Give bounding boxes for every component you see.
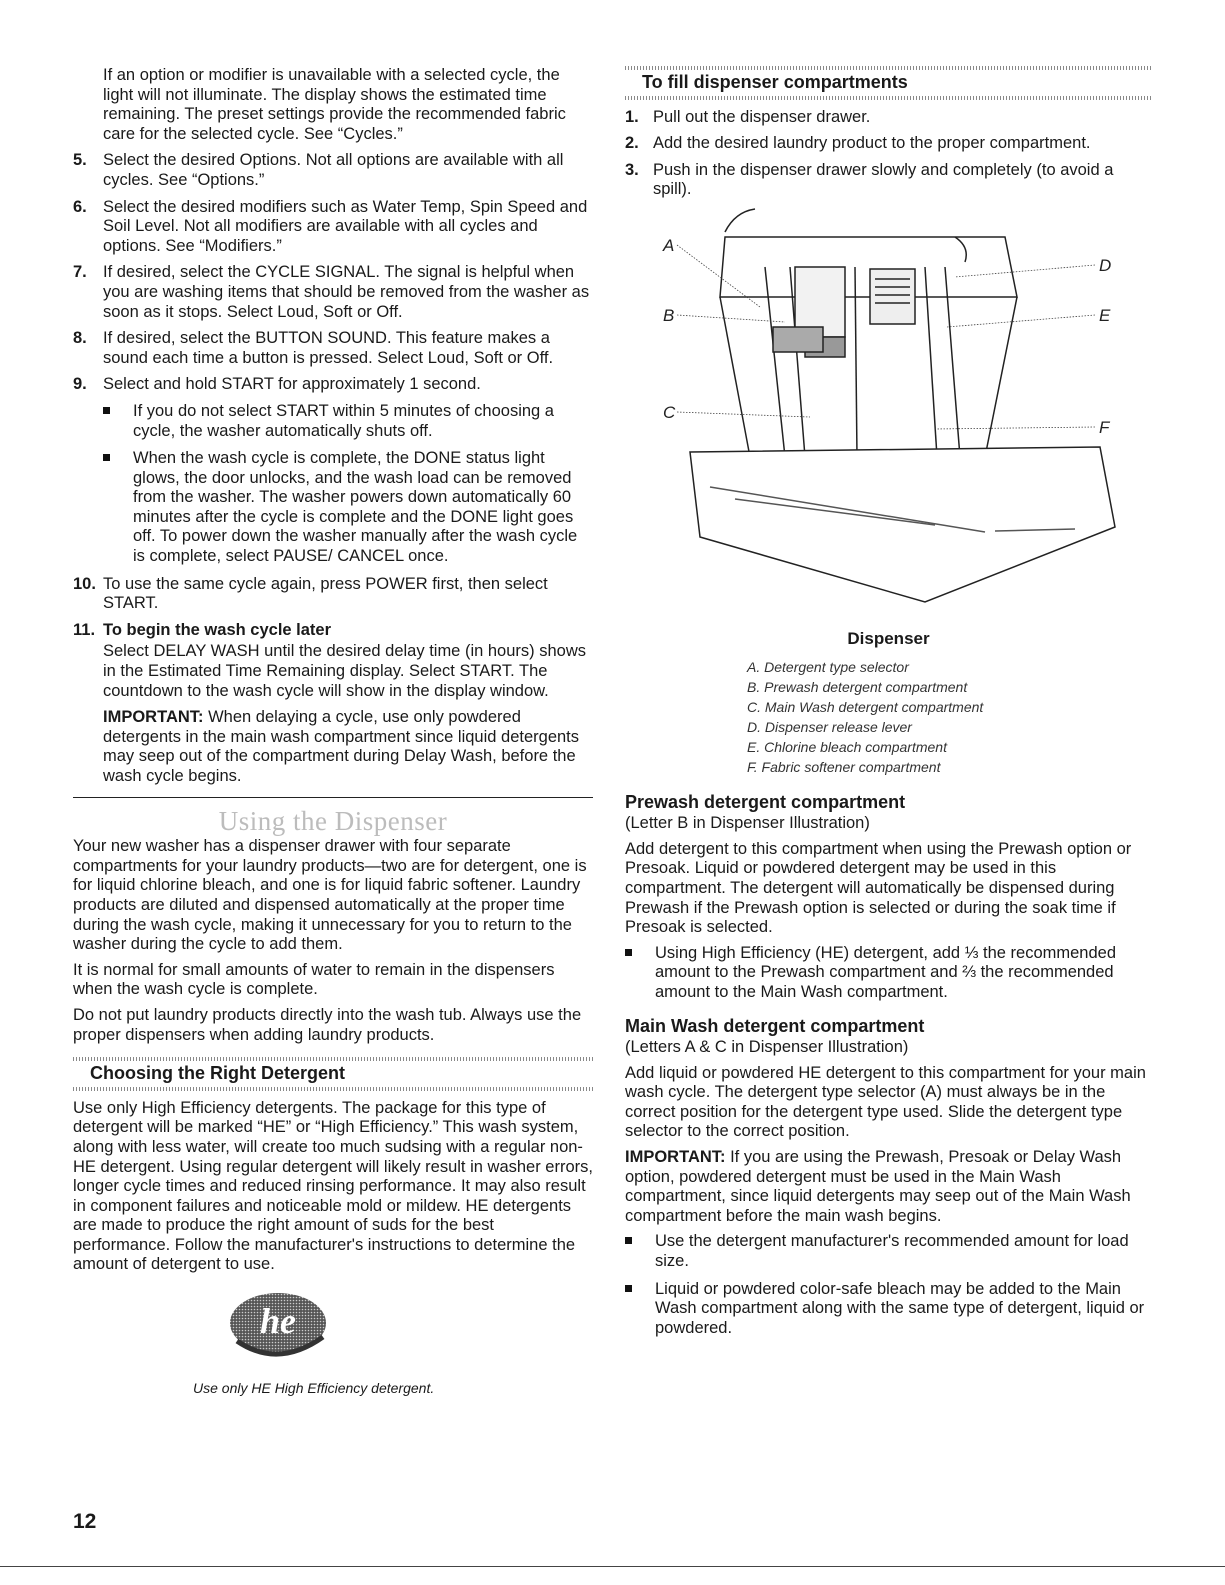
legend-item-d: D. Dispenser release lever: [747, 718, 912, 735]
fill-step-3: 3. Push in the dispenser drawer slowly and completely (to avoid a spill).: [625, 160, 1114, 199]
figure-label-d: D: [1099, 255, 1112, 275]
dispenser-paragraph-3: Do not put laundry products directly into the wash tub. Always use the proper dispensers when adding laundry products.: [73, 1005, 582, 1044]
step-11: 11. To begin the wash cycle later: [73, 620, 332, 639]
prewash-heading: Prewash detergent compartment: [625, 791, 906, 812]
leader-line-a: [677, 245, 760, 307]
fill-step-1: 1. Pull out the dispenser drawer.: [625, 107, 871, 126]
he-logo: [213, 1287, 343, 1373]
legend-item-f: F. Fabric softener compartment: [747, 758, 941, 775]
page-number: 12: [73, 1510, 97, 1533]
bullet-square-icon: [625, 1237, 632, 1244]
legend-item-c: C. Main Wash detergent compartment: [747, 698, 984, 715]
prewash-paragraph: Add detergent to this compartment when using the Prewash option or Presoak. Liquid or powdered detergent may be used in this compartment. The detergent will automatically be dispensed during Prewash if the Prewash option is selected or during the soak time if Presoak is selected.: [625, 839, 1132, 937]
detergent-heading-box: [73, 1057, 593, 1091]
important-main-wash-note: IMPORTANT: If you are using the Prewash, Presoak or Delay Wash option, powdered detergent must be used in the Main Wash compartment, since liquid detergents may seep out of the Main Wash compartment before the main wash begins.: [625, 1148, 1131, 1225]
heading-stripe-bottom: [73, 1087, 593, 1091]
dispenser-illustration: [625, 207, 1152, 627]
prewash-bullet: Using High Efficiency (HE) detergent, add ⅓ the recommended amount to the Prewash compartment and ⅔ the recommended amount to the Main Wash compartment.: [625, 944, 1152, 1003]
legend-item-b: B. Prewash detergent compartment: [747, 678, 968, 695]
main-wash-subheading: (Letters A & C in Dispenser Illustration): [625, 1038, 909, 1057]
he-logo-icon: [223, 1287, 333, 1367]
main-wash-heading: Main Wash detergent compartment: [625, 1015, 925, 1036]
fill-heading: To fill dispenser compartments: [642, 72, 908, 92]
figure-legend: [747, 657, 1152, 777]
main-wash-bullet-1: Use the detergent manufacturer's recommended amount for load size.: [625, 1232, 1152, 1271]
prewash-subheading: (Letter B in Dispenser Illustration): [625, 814, 870, 833]
step9-bullet-2: When the wash cycle is complete, the DONE status light glows, the door unlocks, and the wash load can be removed from the washer. The washer powers down automatically 60 minutes after the cycle is complete and the DONE light goes off. To power down the washer manually after the wash cycle is complete, select PAUSE/ CANCEL once.: [103, 449, 593, 567]
step9-bullet-1: If you do not select START within 5 minutes of choosing a cycle, the washer automatically shuts off.: [103, 402, 593, 441]
page-bottom-rule: [0, 1566, 1225, 1567]
step-9: 9. Select and hold START for approximately 1 second.: [73, 375, 481, 394]
left-column: [73, 66, 593, 1398]
section-title: Using the Dispenser: [218, 805, 448, 836]
step-6: 6. Select the desired modifiers such as Water Temp, Spin Speed and Soil Level. Not all modifiers are available with all cycles and options. See “Modifiers.”: [73, 197, 588, 255]
step-5: 5. Select the desired Options. Not all options are available with all cycles. See “Options.”: [73, 151, 564, 189]
intro-paragraph: If an option or modifier is unavailable with a selected cycle, the light will not illuminate. The display shows the estimated time remaining. The preset settings provide the recommended fabric care for the selected cycle. See “Cycles.”: [103, 66, 566, 143]
step-11-text: Select DELAY WASH until the desired delay time (in hours) shows in the Estimated Time Remaining display. Select START. The countdown to the wash cycle will show in the display window.: [103, 642, 586, 700]
he-caption: Use only HE High Efficiency detergent.: [193, 1379, 435, 1396]
bullet-square-icon: [625, 949, 632, 956]
leader-line-d: [955, 265, 1095, 277]
detergent-heading: Choosing the Right Detergent: [90, 1063, 345, 1084]
figure-label-f: F: [1099, 417, 1110, 437]
bullet-square-icon: [103, 407, 110, 414]
right-column: [625, 66, 1152, 1346]
leader-line-b: [677, 315, 785, 322]
drawer-front: [690, 447, 1115, 602]
bullet-square-icon: [103, 454, 110, 461]
detergent-paragraph: Use only High Efficiency detergents. The package for this type of detergent will be marked “HE” or “High Efficiency.” This wash system, along with less water, will create too much sudsing with a regular non-HE detergent. Using regular detergent will likely result in washer errors, longer cycle times and reduced rinsing performance. It may also result in component failures and noticeable mold or mildew. HE detergents are made to produce the right amount of suds for the best performance. Follow the manufacturer's instructions to determine the amount of detergent to use.: [73, 1098, 593, 1274]
main-wash-bullet-2: Liquid or powdered color-safe bleach may be added to the Main Wash compartment along with the same type of detergent, liquid or powdered.: [625, 1280, 1152, 1339]
dispenser-paragraph-1: Your new washer has a dispenser drawer with four separate compartments for your laundry products—two are for detergent, one is for liquid chlorine bleach, and one is for liquid fabric softener. Laundry products are diluted and dispensed automatically at the proper time during the wash cycle, making it unnecessary for you to return to the washer during the cycle to add them.: [73, 837, 587, 954]
svg-text:he: he: [260, 1301, 296, 1342]
section-divider: [73, 797, 593, 798]
leader-line-c: [677, 412, 810, 417]
figure-label-c: C: [663, 402, 676, 422]
legend-item-e: E. Chlorine bleach compartment: [747, 738, 947, 755]
figure-label-e: E: [1099, 305, 1111, 325]
step-7: 7. If desired, select the CYCLE SIGNAL. The signal is helpful when you are washing items that should be removed from the washer as soon as it stops. Select Loud, Soft or Off.: [73, 263, 590, 321]
step-10: 10. To use the same cycle again, press POWER first, then select START.: [73, 574, 548, 613]
leader-line-e: [947, 315, 1095, 327]
fill-step-2: 2. Add the desired laundry product to the proper compartment.: [625, 134, 1091, 153]
important-delay-note: IMPORTANT: When delaying a cycle, use only powdered detergents in the main wash compartment since liquid detergents may seep out of the compartment during Delay Wash, before the wash cycle begins.: [103, 708, 580, 785]
figure-label-b: B: [663, 305, 675, 325]
dispenser-housing: [720, 237, 1017, 297]
fill-heading-box: [625, 66, 1152, 100]
legend-item-a: A. Detergent type selector: [747, 658, 909, 675]
dispenser-paragraph-2: It is normal for small amounts of water to remain in the dispensers when the wash cycle is complete.: [73, 960, 555, 999]
leader-line-f: [935, 427, 1095, 429]
figure-caption: Dispenser: [847, 628, 930, 648]
bullet-square-icon: [625, 1285, 632, 1292]
figure-label-a: A: [663, 235, 675, 255]
main-wash-paragraph: Add liquid or powdered HE detergent to this compartment for your main wash cycle. The detergent type selector (A) must always be in the correct position for the detergent type used. Slide the detergent type selector to the correct position.: [625, 1063, 1146, 1141]
step-8: 8. If desired, select the BUTTON SOUND. This feature makes a sound each time a button is pressed. Select Loud, Soft or Off.: [73, 329, 554, 367]
